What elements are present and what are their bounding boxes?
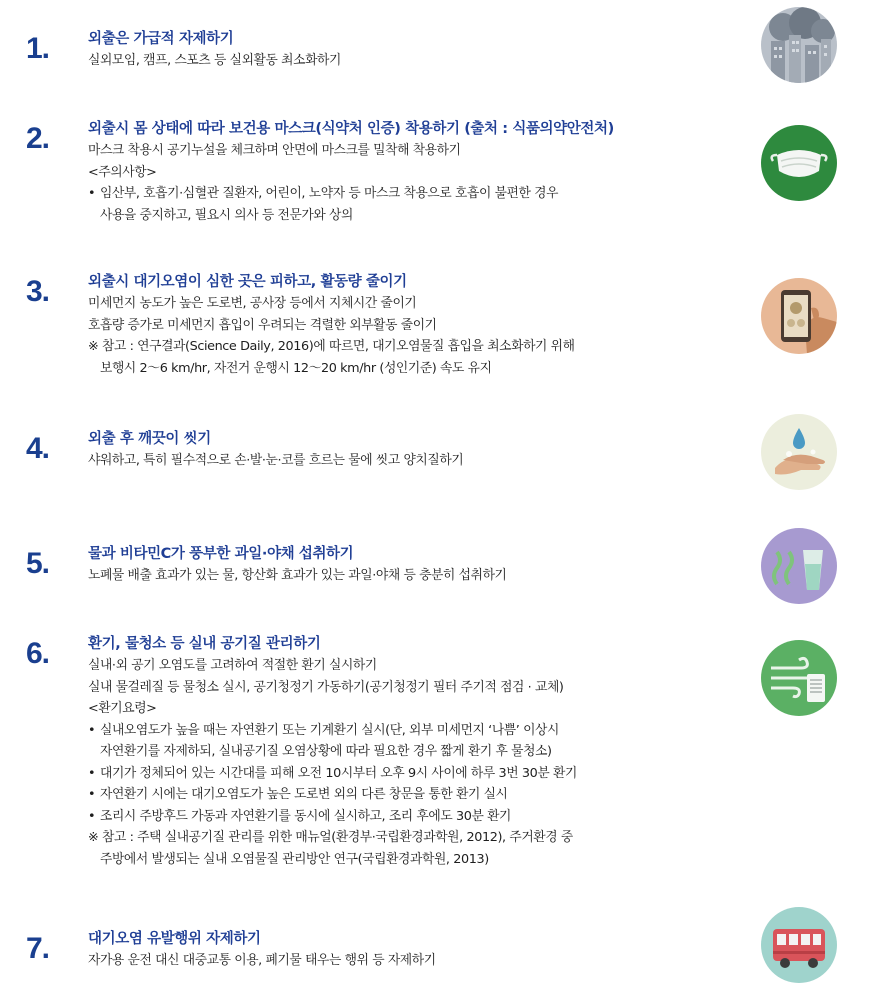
item-content — [88, 543, 738, 587]
item-content — [88, 271, 738, 379]
item-title: 외출시 몸 상태에 따라 보건용 마스크(식약처 인증) 착용하기 (출처 : 식품의약안전처) — [88, 121, 614, 137]
bullet-mark: • — [88, 765, 96, 781]
item-number: 7. — [26, 932, 50, 965]
bullet-text: 조리시 주방후드 가동과 자연환기를 동시에 실시하고, 조리 후에도 30분 환기 — [100, 808, 512, 824]
item-content — [88, 428, 738, 472]
item-number: 1. — [26, 32, 50, 65]
item-line: 사용을 중지하고, 필요시 의사 등 전문가와 상의 — [100, 207, 353, 223]
item-line: <주의사항> — [88, 164, 157, 180]
item-title: 외출시 대기오염이 심한 곳은 피하고, 활동량 줄이기 — [88, 274, 407, 290]
bullet-text: 임산부, 호흡기·심혈관 질환자, 어린이, 노약자 등 마스크 착용으로 호흡이 불편한 경우 — [100, 186, 559, 201]
item-number: 4. — [26, 432, 50, 465]
item-line: 실내·외 공기 오염도를 고려하여 적절한 환기 실시하기 — [88, 658, 377, 673]
item-bullet-line — [88, 183, 738, 205]
bullet-text: 실내오염도가 높을 때는 자연환기 또는 기계환기 실시(단, 외부 미세먼지 ‘나쁨’ 이상시 — [100, 722, 559, 738]
item-bullet-line — [88, 784, 738, 806]
item-number: 3. — [26, 275, 50, 308]
item-title: 대기오염 유발행위 자제하기 — [88, 931, 261, 947]
item-line: 미세먼지 농도가 높은 도로변, 공사장 등에서 지체시간 줄이기 — [88, 296, 417, 311]
item-line: 실외모임, 캠프, 스포츠 등 실외활동 최소화하기 — [88, 53, 341, 68]
item-number: 2. — [26, 122, 50, 155]
item-bullet-line — [88, 720, 738, 742]
item-content — [88, 118, 738, 226]
item-line: 보행시 2～6 km/hr, 자전거 운행시 12～20 km/hr (성인기준) 속도 유지 — [100, 360, 492, 376]
bus-icon — [761, 907, 837, 983]
item-number: 6. — [26, 637, 50, 670]
water-glass-icon — [761, 528, 837, 604]
bullet-mark: • — [88, 722, 96, 738]
item-content — [88, 928, 738, 972]
item-title: 외출은 가급적 자제하기 — [88, 31, 234, 47]
item-line: <환기요령> — [88, 701, 157, 716]
item-bullet-line — [88, 806, 738, 828]
item-line: 호흡량 증가로 미세먼지 흡입이 우려되는 격렬한 외부활동 줄이기 — [88, 317, 437, 333]
item-line: 노폐물 배출 효과가 있는 물, 항산화 효과가 있는 과일·야채 등 충분히 섭취하기 — [88, 568, 507, 583]
item-line: 자가용 운전 대신 대중교통 이용, 폐기물 태우는 행위 등 자제하기 — [88, 953, 436, 968]
city-smog-icon — [761, 7, 837, 83]
bullet-mark: • — [88, 787, 96, 802]
item-line: ※ 참고 : 연구결과(Science Daily, 2016)에 따르면, 대기오염물질 흡입을 최소화하기 위해 — [88, 339, 575, 354]
item-number: 5. — [26, 547, 50, 580]
item-title: 물과 비타민C가 풍부한 과일·야채 섭취하기 — [88, 546, 354, 562]
hand-wash-icon — [761, 414, 837, 490]
bullet-mark: • — [88, 186, 96, 201]
item-content — [88, 633, 738, 870]
bullet-text: 자연환기 시에는 대기오염도가 높은 도로변 외의 다른 창문을 통한 환기 실시 — [100, 787, 508, 802]
item-line: 샤워하고, 특히 필수적으로 손·발·눈·코를 흐르는 물에 씻고 양치질하기 — [88, 453, 464, 468]
item-title: 외출 후 깨끗이 씻기 — [88, 431, 211, 447]
item-line: 주방에서 발생되는 실내 오염물질 관리방안 연구(국립환경과학원, 2013) — [100, 851, 489, 867]
item-line: 마스크 착용시 공기누설을 체크하며 안면에 마스크를 밀착해 착용하기 — [88, 143, 461, 158]
item-line: 자연환기를 자제하되, 실내공기질 오염상황에 따라 필요한 경우 짧게 환기 후 물청소) — [100, 744, 552, 759]
item-bullet-line — [88, 763, 738, 785]
phone-hand-icon — [761, 278, 837, 354]
item-line: 실내 물걸레질 등 물청소 실시, 공기청정기 가동하기(공기청정기 필터 주기적 점검 · 교체) — [88, 679, 564, 695]
item-content — [88, 28, 738, 72]
face-mask-icon — [761, 125, 837, 201]
bullet-mark: • — [88, 808, 96, 824]
item-title: 환기, 물청소 등 실내 공기질 관리하기 — [88, 636, 321, 652]
bullet-text: 대기가 정체되어 있는 시간대를 피해 오전 10시부터 오후 9시 사이에 하루 3번 30분 환기 — [100, 765, 577, 781]
air-purifier-icon — [761, 640, 837, 716]
item-line: ※ 참고 : 주택 실내공기질 관리를 위한 매뉴얼(환경부·국립환경과학원, 2012), 주거환경 중 — [88, 830, 573, 845]
